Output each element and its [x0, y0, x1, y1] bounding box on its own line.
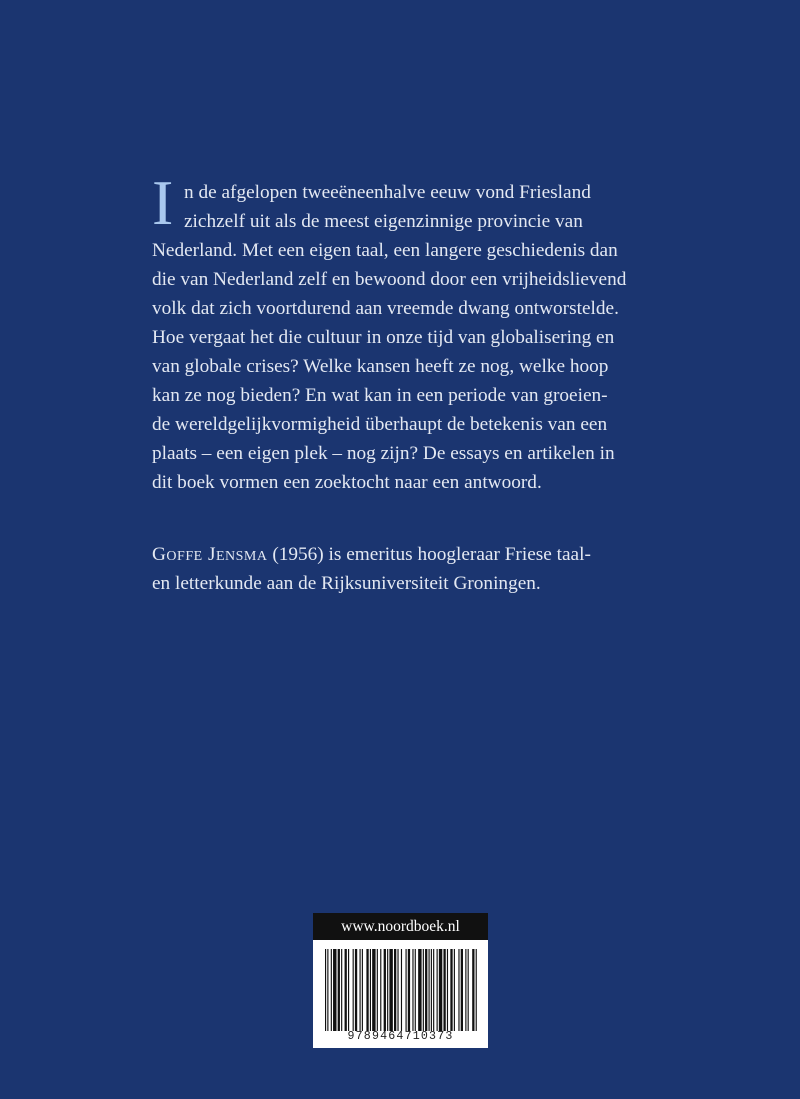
barcode-bar [447, 949, 448, 1031]
barcode-bar [338, 949, 340, 1031]
publisher-website: www.noordboek.nl [313, 913, 488, 940]
barcode-bar [443, 949, 445, 1031]
barcode-bar [389, 949, 392, 1031]
barcode-bar [327, 949, 328, 1031]
barcode-bar [465, 949, 466, 1031]
barcode-bar [345, 949, 347, 1031]
blurb-line: Hoe vergaat het die cultuur in onze tijd van globalisering en [152, 327, 615, 348]
barcode-bar [408, 949, 410, 1031]
barcode-bar [333, 949, 336, 1031]
bio-line-2: en letterkunde aan de Rijksuniversiteit Groningen. [152, 573, 541, 594]
barcode-bar [355, 949, 357, 1031]
barcode-bar [418, 949, 421, 1031]
barcode-bar [397, 949, 398, 1031]
barcode-bar [472, 949, 474, 1031]
barcode-bar [384, 949, 386, 1031]
blurb-line: Nederland. Met een eigen taal, een langere geschiedenis dan [152, 240, 618, 261]
barcode-bar [362, 949, 363, 1031]
barcode-bar [406, 949, 407, 1031]
bio-line-1 [152, 540, 692, 569]
blurb-line: die van Nederland zelf en bewoond door een vrijheidslievend [152, 269, 627, 290]
barcode-bar [348, 949, 349, 1031]
author-bio [152, 540, 692, 598]
barcode-bar [331, 949, 332, 1031]
blurb-line: volk dat zich voortdurend aan vreemde dwang ontworstelde. [152, 298, 619, 319]
barcode-bar [433, 949, 434, 1031]
blurb-line: kan ze nog bieden? En wat kan in een periode van groeien- [152, 385, 608, 406]
blurb-text [152, 167, 692, 497]
blurb-line: plaats – een eigen plek – nog zijn? De essays en artikelen in [152, 443, 615, 464]
barcode-bar [431, 949, 432, 1031]
author-name: Goffe Jensma [152, 544, 268, 565]
bio-line-1-rest: (1956) is emeritus hoogleraar Friese taal- [267, 544, 591, 565]
blurb-line: zichzelf uit als de meest eigenzinnige provincie van [184, 211, 583, 232]
barcode-bar [372, 949, 375, 1031]
barcode-bars [323, 949, 478, 1031]
barcode-bar [437, 949, 438, 1031]
barcode-bar [425, 949, 427, 1031]
barcode-label [313, 913, 488, 1048]
barcode-bar [370, 949, 371, 1031]
barcode-bar [476, 949, 477, 1031]
barcode-bar [412, 949, 413, 1031]
barcode-bar [394, 949, 396, 1031]
barcode-bar [423, 949, 424, 1031]
barcode-bar [360, 949, 361, 1031]
barcode-bar [341, 949, 342, 1031]
barcode-bar [439, 949, 442, 1031]
blurb-line: de wereldgelijkvormigheid überhaupt de betekenis van een [152, 414, 608, 435]
barcode-bar [450, 949, 452, 1031]
blurb-line: n de afgelopen tweeëneenhalve eeuw vond Friesland [184, 182, 591, 203]
isbn-digits: 9789464710373 [347, 1030, 454, 1043]
barcode-bar [458, 949, 459, 1031]
barcode-bar [468, 949, 469, 1031]
barcode-bar [387, 949, 388, 1031]
barcode-bar [380, 949, 381, 1031]
barcode-bar [429, 949, 430, 1031]
barcode-bar [377, 949, 378, 1031]
barcode-bar [415, 949, 416, 1031]
barcode-bar [366, 949, 368, 1031]
barcode-bar [325, 949, 326, 1031]
blurb-line: van globale crises? Welke kansen heeft ze nog, welke hoop [152, 356, 609, 377]
drop-cap: I [152, 167, 174, 238]
blurb-line: dit boek vormen een zoektocht naar een antwoord. [152, 472, 542, 493]
barcode-bar [401, 949, 402, 1031]
barcode-bar [454, 949, 455, 1031]
barcode-bar [353, 949, 354, 1031]
barcode-bar [461, 949, 463, 1031]
